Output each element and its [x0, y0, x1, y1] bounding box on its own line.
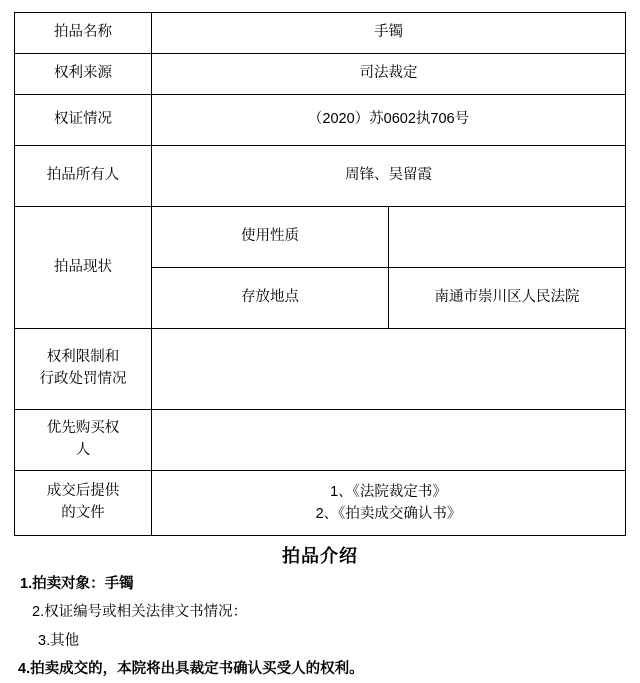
table-row-status-usage	[15, 207, 626, 268]
row-label-documents	[15, 471, 152, 536]
documents-label-line2: 的文件	[61, 505, 105, 521]
table-row-rights-limit	[15, 329, 626, 410]
row-value-location: 南通市崇川区人民法院	[389, 268, 626, 329]
row-sublabel-location: 存放地点	[152, 268, 389, 329]
row-label-preemption	[15, 410, 152, 471]
row-value-owner: 周锋、吴留霞	[152, 146, 626, 207]
documents-label-line1: 成交后提供	[46, 483, 120, 500]
intro-item-2: 2.权证编号或相关法律文书情况：	[32, 604, 248, 621]
row-value-source: 司法裁定	[152, 54, 626, 95]
intro-item-1: 1.拍卖对象：手镯	[20, 576, 134, 592]
table-row-documents	[15, 471, 626, 536]
table-row-certificate	[15, 95, 626, 146]
row-value-preemption	[152, 410, 626, 471]
intro-body	[14, 570, 626, 683]
row-label-source: 权利来源	[15, 54, 152, 95]
row-label-name: 拍品名称	[15, 13, 152, 54]
intro-item-3: 3.其他	[38, 632, 80, 649]
row-value-usage	[389, 207, 626, 268]
rights-limit-label-line1: 权利限制和	[46, 349, 120, 366]
documents-value-line2: 2、《拍卖成交确认书》	[315, 506, 462, 522]
row-value-documents	[152, 471, 626, 536]
row-label-certificate: 权证情况	[15, 95, 152, 146]
preemption-label-line2: 人	[75, 442, 91, 458]
row-label-rights-limit	[15, 329, 152, 410]
auction-info-table	[14, 12, 626, 536]
preemption-label-line1: 优先购买权	[46, 420, 120, 437]
row-sublabel-usage: 使用性质	[152, 207, 389, 268]
intro-title: 拍品介绍	[282, 546, 358, 566]
documents-value-line1: 1、《法院裁定书》	[330, 483, 447, 500]
row-value-certificate: （2020）苏0602执706号	[152, 95, 626, 146]
table-row-source	[15, 54, 626, 95]
row-label-status: 拍品现状	[15, 207, 152, 329]
row-value-rights-limit	[152, 329, 626, 410]
row-label-owner: 拍品所有人	[15, 146, 152, 207]
intro-item-4: 4.拍卖成交的，本院将出具裁定书确认买受人的权利。	[18, 660, 364, 677]
table-row-preemption	[15, 410, 626, 471]
table-row-name	[15, 13, 626, 54]
row-value-name: 手镯	[152, 13, 626, 54]
table-row-owner	[15, 146, 626, 207]
rights-limit-label-line2: 行政处罚情况	[39, 371, 127, 387]
